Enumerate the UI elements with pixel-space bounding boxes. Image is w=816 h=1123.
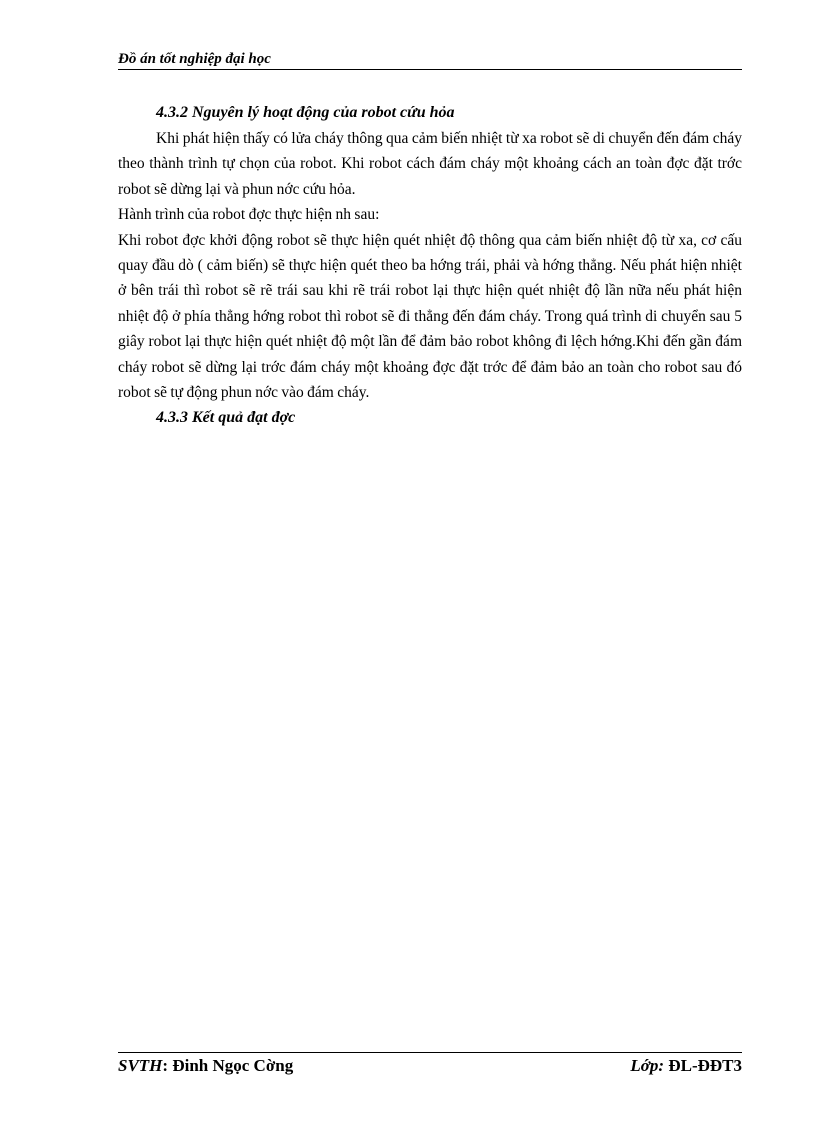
footer-student [118, 1056, 293, 1076]
paragraph-itinerary-label: Hành trình của robot đợc thực hiện nh sau: [118, 206, 380, 224]
student-name: : Đinh Ngọc Cờng [162, 1056, 294, 1075]
header-title: Đồ án tốt nghiệp đại học [118, 51, 271, 67]
paragraph-intro: Khi phát hiện thấy có lửa cháy thông qua cảm biến nhiệt từ xa robot sẽ di chuyển đến đám cháy theo thành trình tự chọn của robot. Khi robot cách đám cháy một khoảng cách an toàn đợc đặt trớc robot sẽ dừng lại và phun nớc cứu hỏa. [118, 130, 742, 198]
section-heading-4-3-2: 4.3.2 Nguyên lý hoạt động của robot cứu hỏa [156, 104, 455, 121]
page-footer [118, 1052, 742, 1079]
class-value: ĐL-ĐĐT3 [664, 1056, 742, 1075]
class-label: Lớp: [630, 1056, 665, 1075]
svth-label: SVTH [118, 1056, 163, 1075]
footer-class [630, 1056, 742, 1076]
page-header [118, 50, 742, 70]
page-content [118, 100, 742, 431]
section-heading-4-3-3: 4.3.3 Kết quả đạt đợc [156, 409, 296, 427]
paragraph-itinerary-detail: Khi robot đợc khởi động robot sẽ thực hiện quét nhiệt độ thông qua cảm biến nhiệt độ từ xa, cơ cấu quay đầu dò ( cảm biến) sẽ thực hiện quét theo ba hớng trái, phải và hớng thẳng. Nếu phát hiện nhiệt ở bên trái thì robot sẽ rẽ trái sau khi rẽ trái robot lại thực hiện quét nhiệt độ lần nữa nếu phát hiện nhiệt độ ở phía thẳng hớng robot thì robot sẽ đi thẳng đến đám cháy. Trong quá trình di chuyển sau 5 giây robot lại thực hiện quét nhiệt độ một lần để đảm bảo robot không đi lệch hớng.Khi đến gần đám cháy robot sẽ dừng lại trớc đám cháy một khoảng đợc đặt trớc để đảm bảo an toàn cho robot sau đó robot sẽ tự động phun nớc vào đám cháy. [118, 231, 742, 402]
